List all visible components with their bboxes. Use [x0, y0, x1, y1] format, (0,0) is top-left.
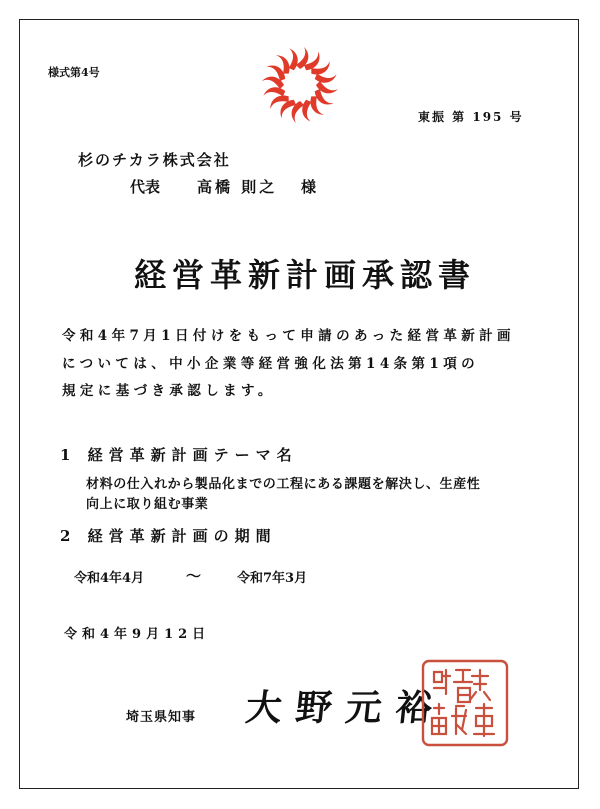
theme-text-line-2: 向上に取り組む事業	[86, 497, 209, 512]
section-1-heading: 1 経営革新計画テーマ名	[60, 446, 298, 464]
section-2-heading: 2 経営革新計画の期間	[60, 527, 277, 545]
recipient-role: 代表	[130, 178, 161, 196]
period-end: 令和7年3月	[237, 571, 308, 586]
issue-date: 令和4年9月12日	[64, 627, 211, 642]
period-start: 令和4年4月	[74, 571, 145, 586]
body-text-line-2: については、中小企業等経営強化法第14条第1項の	[62, 356, 480, 372]
prefecture-emblem-icon	[259, 44, 341, 126]
recipient-name: 高橋 則之	[197, 178, 278, 196]
certificate-title: 経営革新計画承認書	[134, 256, 477, 294]
official-seal-icon	[420, 658, 510, 748]
period-separator: 〜	[186, 567, 202, 585]
document-number: 東振 第 195 号	[418, 110, 524, 124]
form-number: 様式第4号	[48, 66, 100, 79]
body-text-line-3: 規定に基づき承認します。	[62, 383, 276, 399]
body-text-line-1: 令和4年7月1日付けをもって申請のあった経営革新計画	[62, 328, 515, 344]
recipient-honorific: 様	[301, 178, 317, 196]
issuer-title: 埼玉県知事	[126, 710, 197, 725]
theme-text-line-1: 材料の仕入れから製品化までの工程にある課題を解決し、生産性	[86, 477, 481, 492]
recipient-company: 杉のチカラ株式会社	[78, 151, 231, 169]
governor-signature: 大野元裕	[243, 687, 448, 729]
